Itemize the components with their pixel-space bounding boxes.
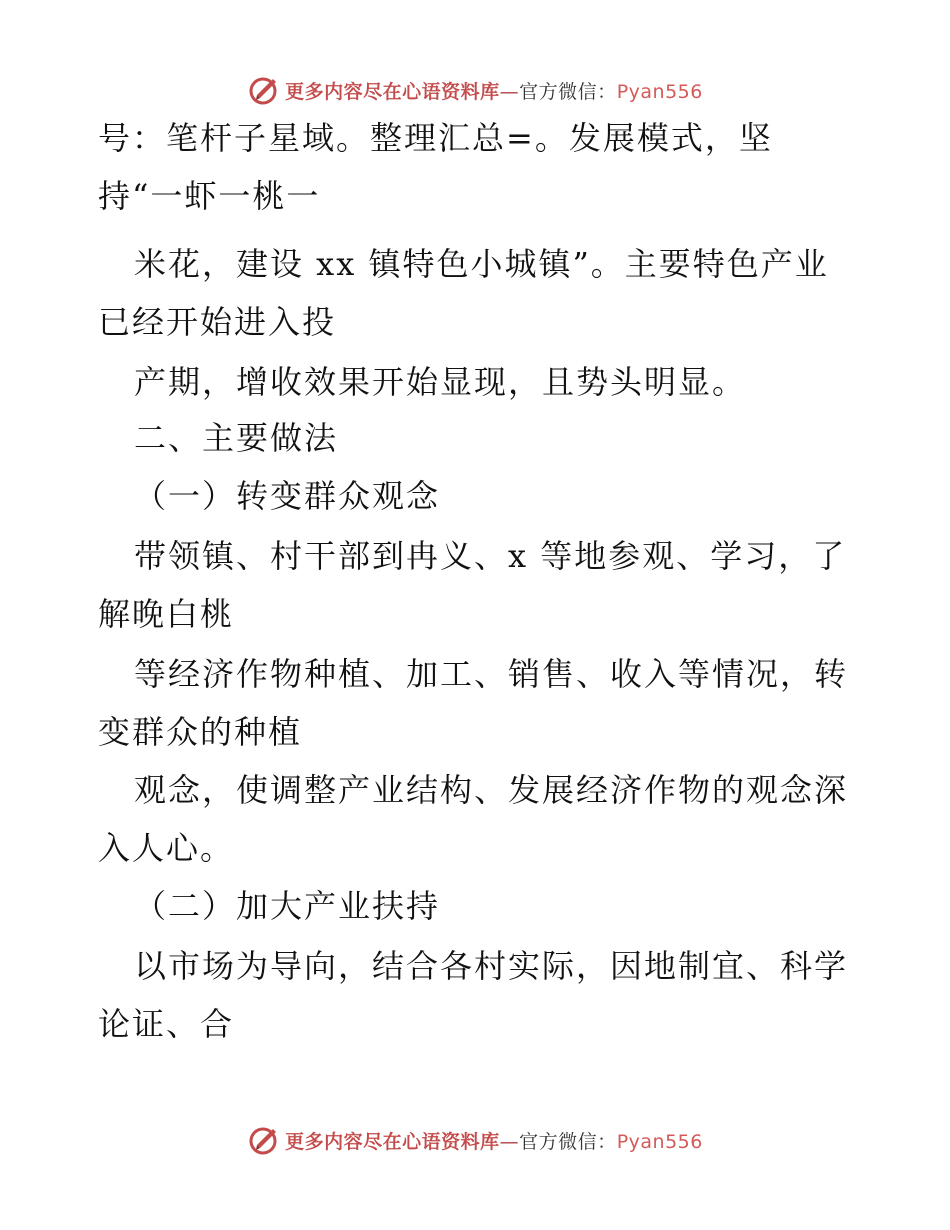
text-line: 米花，建设 xx 镇特色小城镇”。主要特色产业 xyxy=(134,245,829,283)
watermark-dash: — xyxy=(499,80,520,103)
watermark-wechat-label: 官方微信： xyxy=(519,80,617,103)
watermark-text xyxy=(285,1127,703,1154)
watermark-text xyxy=(285,77,703,104)
text-line: 号：笔杆子星域。整理汇总=。发展模式，坚 xyxy=(98,119,773,157)
quill-pen-logo-icon xyxy=(247,1123,281,1157)
watermark-dash: — xyxy=(499,1130,520,1153)
text-line: 持“一虾一桃一 xyxy=(98,177,321,215)
text-line: 产期，增收效果开始显现，且势头明显。 xyxy=(134,363,747,401)
subsection-heading: （二）加大产业扶持 xyxy=(134,887,441,925)
text-line: 变群众的种植 xyxy=(98,713,303,751)
text-line: 以市场为导向，结合各村实际，因地制宜、科学 xyxy=(134,947,849,985)
text-line: 已经开始进入投 xyxy=(98,303,337,341)
footer-watermark xyxy=(0,1120,950,1160)
text-line: 等经济作物种植、加工、销售、收入等情况，转 xyxy=(134,655,849,693)
text-line: 带领镇、村干部到冉义、x 等地参观、学习，了 xyxy=(134,537,847,575)
text-line: 解晚白桃 xyxy=(98,595,235,633)
watermark-wechat-label: 官方微信： xyxy=(519,1130,617,1153)
text-line: 论证、合 xyxy=(98,1005,235,1043)
header-watermark xyxy=(0,70,950,110)
watermark-brand: 更多内容尽在心语资料库 xyxy=(285,80,500,103)
quill-pen-logo-icon xyxy=(247,73,281,107)
section-heading: 二、主要做法 xyxy=(134,419,339,457)
text-line: 观念，使调整产业结构、发展经济作物的观念深 xyxy=(134,771,849,809)
watermark-wechat-id: Pyan556 xyxy=(616,80,703,103)
watermark-wechat-id: Pyan556 xyxy=(616,1130,703,1153)
text-line: 入人心。 xyxy=(98,829,235,867)
subsection-heading: （一）转变群众观念 xyxy=(134,477,441,515)
watermark-brand: 更多内容尽在心语资料库 xyxy=(285,1130,500,1153)
